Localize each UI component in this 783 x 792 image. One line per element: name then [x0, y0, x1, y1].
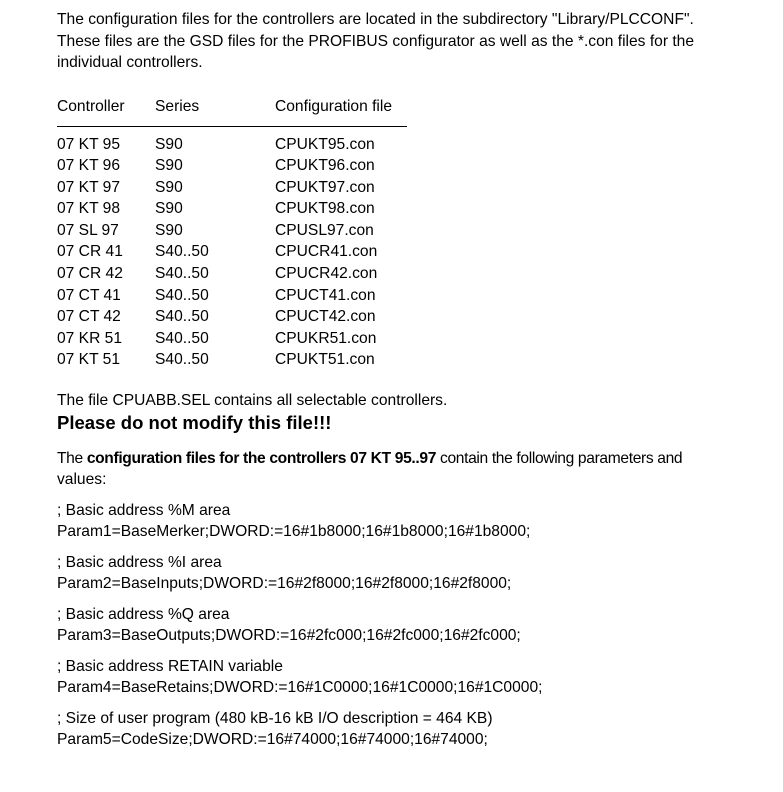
- param-comment: ; Basic address %Q area: [57, 605, 230, 623]
- intro-line-1: The configuration files for the controllers are located in the subdirectory "Library/PLCCONF".: [57, 11, 694, 28]
- params-intro-suffix: contain the following parameters and: [436, 449, 683, 467]
- cell-series: S40..50: [155, 351, 209, 369]
- cell-controller: 07 CT 42: [57, 308, 121, 326]
- cell-controller: 07 CR 41: [57, 243, 123, 261]
- param-block: [57, 500, 769, 543]
- cell-series: S90: [155, 135, 183, 153]
- cell-controller: 07 CR 42: [57, 265, 123, 283]
- cell-controller: 07 KT 51: [57, 351, 120, 369]
- cell-controller: 07 SL 97: [57, 221, 119, 239]
- header-series: Series: [155, 97, 200, 115]
- cell-series: S90: [155, 221, 183, 239]
- table-row: [57, 285, 407, 307]
- param-block: [57, 656, 769, 699]
- param-value: Param3=BaseOutputs;DWORD:=16#2fc000;16#2fc000;16#2fc000;: [57, 627, 521, 645]
- header-controller: Controller: [57, 97, 125, 115]
- cell-controller: 07 KT 97: [57, 178, 120, 196]
- cell-series: S90: [155, 200, 183, 218]
- cell-series: S40..50: [155, 308, 209, 326]
- params-intro-bold: configuration files for the controllers 07 KT 95..97: [86, 449, 437, 467]
- cell-config-file: CPUSL97.con: [275, 221, 374, 239]
- cell-config-file: CPUCT42.con: [275, 308, 376, 326]
- cell-controller: 07 KR 51: [57, 329, 123, 347]
- cell-controller: 07 KT 95: [57, 135, 120, 153]
- cell-config-file: CPUKR51.con: [275, 329, 377, 347]
- cell-controller: 07 KT 96: [57, 157, 120, 175]
- intro-line-2: These files are the GSD files for the PROFIBUS configurator as well as the *.con files for the: [57, 32, 695, 50]
- params-intro-line-1: [57, 448, 769, 470]
- cell-series: S40..50: [155, 243, 209, 261]
- do-not-modify-warning: Please do not modify this file!!!: [57, 411, 332, 433]
- cell-config-file: CPUKT96.con: [275, 157, 375, 175]
- cell-config-file: CPUCR42.con: [275, 265, 378, 283]
- header-configuration-file: Configuration file: [275, 97, 393, 115]
- params-intro: [57, 448, 769, 491]
- param-comment: ; Basic address %I area: [57, 553, 222, 571]
- cell-series: S40..50: [155, 286, 209, 304]
- cell-series: S40..50: [155, 265, 209, 283]
- params-intro-prefix: The: [57, 449, 87, 467]
- params-intro-line-2: values:: [57, 471, 107, 489]
- param-comment: ; Size of user program (480 kB-16 kB I/O description = 464 KB): [57, 709, 493, 727]
- table-row: [57, 349, 407, 371]
- param-comment: ; Basic address %M area: [57, 501, 231, 519]
- table-row: [57, 198, 407, 220]
- param-value: Param1=BaseMerker;DWORD:=16#1b8000;16#1b8000;16#1b8000;: [57, 523, 531, 541]
- cell-config-file: CPUKT97.con: [275, 178, 375, 196]
- table-row: [57, 306, 407, 328]
- param-block: [57, 708, 769, 751]
- intro-line-3: individual controllers.: [57, 54, 203, 71]
- document-page: [57, 9, 769, 751]
- table-row: [57, 328, 407, 350]
- cell-controller: 07 KT 98: [57, 200, 120, 218]
- cell-config-file: CPUKT51.con: [275, 351, 375, 369]
- table-row: [57, 155, 407, 177]
- table-row: [57, 241, 407, 263]
- cell-config-file: CPUKT98.con: [275, 200, 375, 218]
- param-value: Param5=CodeSize;DWORD:=16#74000;16#74000;16#74000;: [57, 731, 488, 749]
- cell-config-file: CPUKT95.con: [275, 135, 375, 153]
- header-rule: [57, 118, 407, 134]
- cell-series: S40..50: [155, 329, 209, 347]
- table-header-row: [57, 94, 407, 118]
- table-row: [57, 177, 407, 199]
- param-block: [57, 604, 769, 647]
- param-value: Param2=BaseInputs;DWORD:=16#2f8000;16#2f8000;16#2f8000;: [57, 575, 512, 593]
- cell-controller: 07 CT 41: [57, 286, 121, 304]
- table-row: [57, 220, 407, 242]
- table-row: [57, 134, 407, 156]
- param-block: [57, 552, 769, 595]
- cell-series: S90: [155, 157, 183, 175]
- controller-table: [57, 94, 407, 372]
- sel-file-note: The file CPUABB.SEL contains all selectable controllers.: [57, 392, 448, 410]
- cell-config-file: CPUCT41.con: [275, 286, 376, 304]
- param-value: Param4=BaseRetains;DWORD:=16#1C0000;16#1C0000;16#1C0000;: [57, 679, 543, 697]
- cell-series: S90: [155, 178, 183, 196]
- header-divider: [57, 126, 407, 127]
- table-row: [57, 263, 407, 285]
- cell-config-file: CPUCR41.con: [275, 243, 378, 261]
- param-comment: ; Basic address RETAIN variable: [57, 657, 283, 675]
- intro-paragraph: [57, 9, 769, 74]
